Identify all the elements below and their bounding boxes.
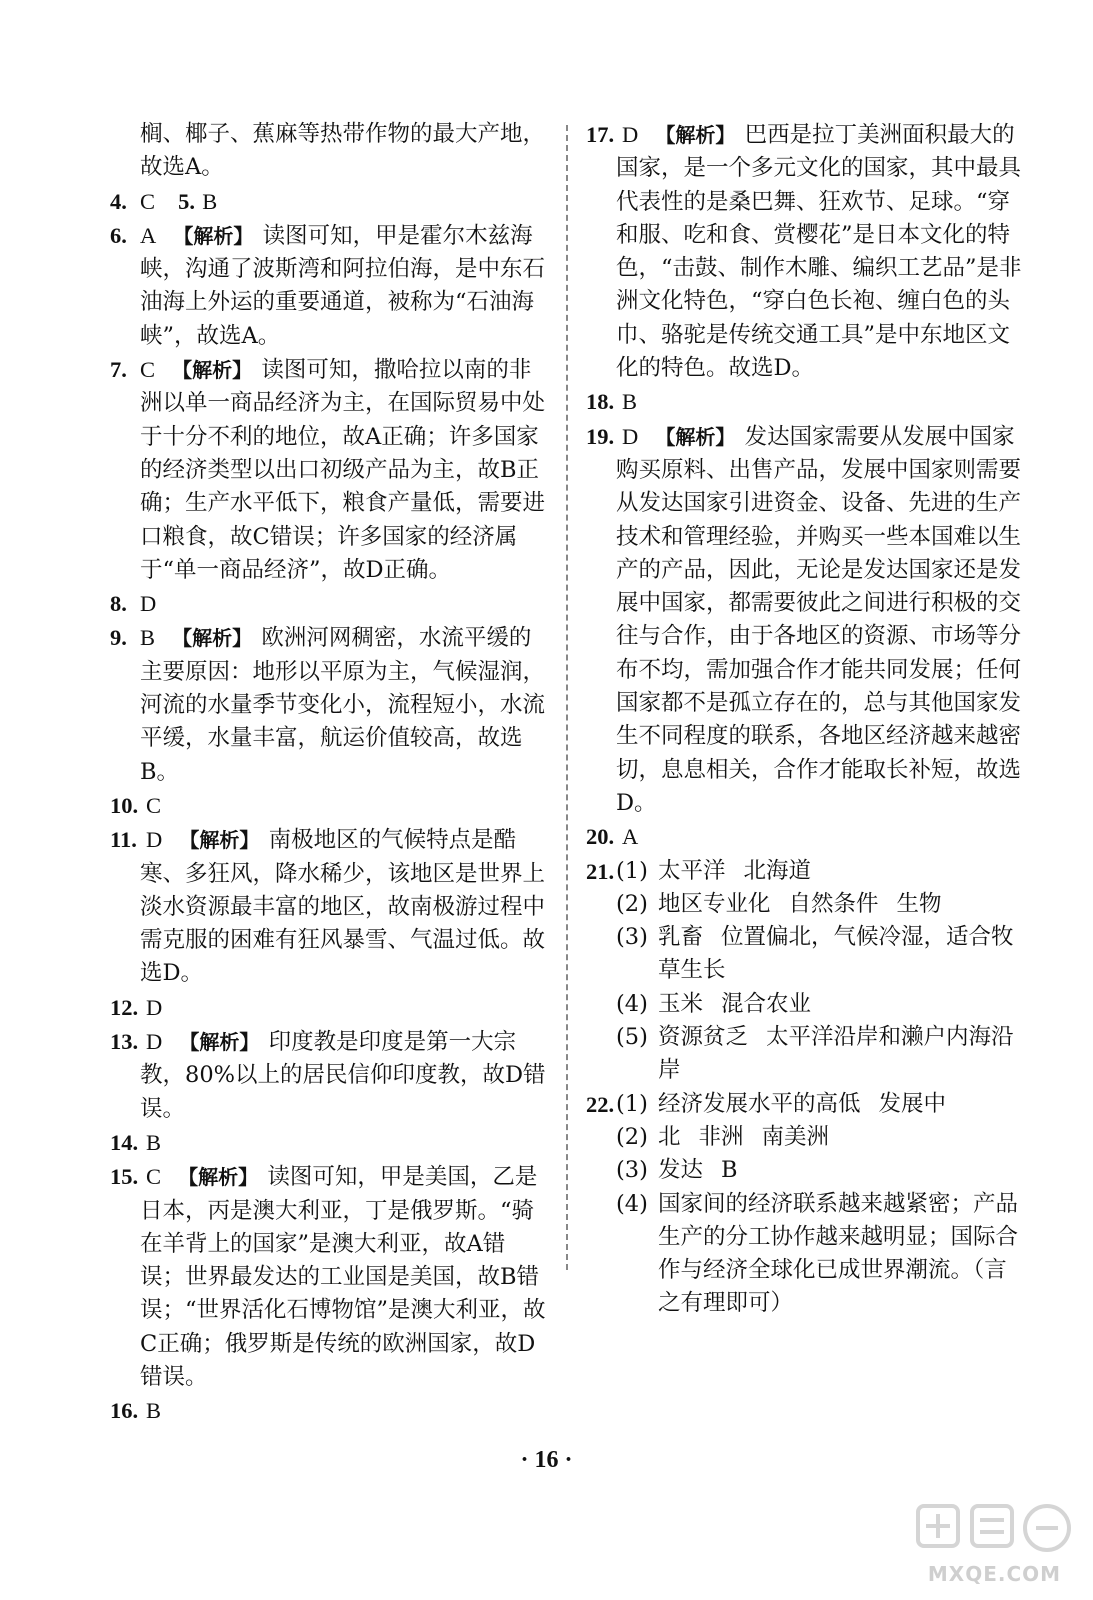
- answer-entry-7: [110, 353, 550, 587]
- left-column: [110, 118, 550, 1429]
- answer-entry-9: [110, 621, 550, 788]
- answer-entry-18: [586, 385, 1026, 419]
- question-number: 4.: [110, 188, 127, 214]
- answer-entry-3-continued: [110, 118, 550, 185]
- analysis-text: 印度教是印度是第一大宗教，80%以上的居民信仰印度教，故D错误。: [140, 1029, 546, 1122]
- answer-entry-15: [110, 1160, 550, 1394]
- sub-answer: [616, 855, 1026, 888]
- analysis-text: 南极地区的气候特点是酷寒、多狂风，降水稀少，该地区是世界上淡水资源最丰富的地区，故南极游过程中需克服的困难有狂风暴雪、气温过低。故选D。: [140, 827, 546, 987]
- question-number: 15.: [110, 1164, 139, 1190]
- sub-answer-note: （言之有理即可）: [658, 1257, 1007, 1317]
- analysis-text: 巴西是拉丁美洲面积最大的国家，是一个多元文化的国家，其中最具代表性的是桑巴舞、狂欢节、足球。“穿和服、吃和食、赏樱花”是日本文化的特色，“击鼓、制作木雕、编织工艺品”是非洲文化特色，“穿白色长袍、缠白色的头巾、骆驼是传统交通工具”是中东地区文化的特色。故选D。: [616, 122, 1022, 382]
- answer-entry-4-5: [110, 185, 550, 219]
- analysis-tag: 【解析】: [655, 123, 736, 147]
- sub-answer-part: 混合农业: [721, 990, 812, 1017]
- sub-answer: [616, 988, 1026, 1021]
- question-number: 12.: [110, 994, 139, 1020]
- answer-letter: D: [146, 1029, 163, 1055]
- right-column: [586, 118, 1026, 1321]
- question-number: 22.: [586, 1091, 615, 1117]
- sub-answer: [616, 888, 1026, 921]
- column-divider: [566, 125, 568, 1270]
- question-number: 6.: [110, 222, 127, 248]
- sub-answer-part: 发达: [658, 1157, 704, 1184]
- answer-entry-16: [110, 1394, 550, 1428]
- analysis-tag: 【解析】: [179, 828, 260, 853]
- answer-letter: C: [146, 1164, 162, 1190]
- answer-entry-13: [110, 1025, 550, 1126]
- answer-letter: B: [146, 1129, 162, 1155]
- question-number: 16.: [110, 1398, 139, 1424]
- question-number: 13.: [110, 1029, 139, 1055]
- page-number: · 16 ·: [520, 1447, 573, 1473]
- question-number: 19.: [586, 423, 615, 449]
- sub-number: (2): [616, 890, 648, 917]
- analysis-tag: 【解析】: [172, 626, 253, 651]
- answer-letter: B: [146, 1398, 162, 1424]
- question-number: 10.: [110, 792, 139, 818]
- sub-number: (4): [616, 990, 648, 1017]
- answer-letter: C: [140, 188, 156, 214]
- sub-number: (1): [616, 1090, 648, 1117]
- answer-entry-11: [110, 823, 550, 990]
- question-number: 8.: [110, 591, 127, 617]
- answer-letter: D: [622, 122, 639, 147]
- answer-entry-14: [110, 1126, 550, 1160]
- sub-answer-part: 地区专业化: [658, 890, 771, 917]
- sub-answer: [616, 1154, 1026, 1187]
- analysis-text: 读图可知，甲是霍尔木兹海峡，沟通了波斯湾和阿拉伯海，是中东石油海上外运的重要通道，被称为“石油海峡”，故选A。: [140, 222, 546, 349]
- analysis-text: 发达国家需要从发展中国家购买原料、出售产品，发展中国家则需要从发达国家引进资金、设备、先进的生产技术和管理经验，并购买一些本国难以生产的产品，因此，无论是发达国家还是发展中国家，都需要彼此之间进行积极的交往与合作，由于各地区的资源、市场等分布不均，需加强合作才能共同发展；任何国家都不是孤立存在的，总与其他国家发生不同程度的联系，各地区经济越来越密切，息息相关，合作才能取长补短，故选D。: [616, 423, 1022, 816]
- sub-answer-part: 乳畜: [658, 924, 704, 951]
- question-number: 20.: [586, 824, 615, 850]
- answer-letter: A: [622, 824, 639, 850]
- entry-text: 榈、椰子、蕉麻等热带作物的最大产地，故选A。: [140, 121, 546, 181]
- answer-letter: B: [622, 389, 638, 415]
- answer-entry-17: [586, 118, 1026, 385]
- answer-letter: B: [202, 188, 218, 214]
- sub-answer-part: 太平洋: [658, 857, 726, 884]
- sub-answer: [616, 1188, 1026, 1321]
- sub-number: (4): [616, 1190, 648, 1217]
- sub-answer-part: 北: [658, 1123, 681, 1150]
- sub-answer-part: 玉米: [658, 990, 704, 1017]
- answer-entry-8: [110, 587, 550, 621]
- sub-answer-part: 生物: [896, 890, 942, 917]
- analysis-text: 读图可知，撒哈拉以南的非洲以单一商品经济为主，在国际贸易中处于十分不利的地位，故A正确；许多国家的经济类型以出口初级产品为主，故B正确；生产水平低下，粮食产量低，需要进口粮食，故C错误；许多国家的经济属于“单一商品经济”，故D正确。: [140, 357, 546, 583]
- sub-answer: [616, 921, 1026, 988]
- analysis-tag: 【解析】: [172, 358, 253, 383]
- sub-answer-part: 自然条件: [788, 890, 879, 917]
- question-number: 14.: [110, 1129, 139, 1155]
- answer-entry-6: [110, 219, 550, 353]
- question-number: 18.: [586, 389, 615, 415]
- sub-answer-part: 位置偏北，气候冷湿，适合牧草生长: [658, 924, 1014, 984]
- question-number: 9.: [110, 625, 127, 651]
- sub-answer-part: 国家间的经济联系越来越紧密；产品生产的分工协作越来越明显；国际合作与经济全球化已成世界潮流。: [658, 1190, 1019, 1284]
- question-number: 17.: [586, 122, 615, 147]
- answer-letter: B: [140, 625, 156, 651]
- answer-letter: C: [146, 792, 162, 818]
- answer-entry-20: [586, 820, 1026, 854]
- analysis-tag: 【解析】: [655, 424, 736, 449]
- answer-letter: D: [146, 827, 163, 853]
- sub-number: (2): [616, 1123, 648, 1150]
- question-number: 21.: [586, 858, 615, 884]
- sub-answer-part: 发展中: [878, 1090, 947, 1117]
- sub-answer-part: 南美洲: [761, 1123, 830, 1150]
- question-number: 5.: [178, 188, 196, 214]
- sub-answer-part: 资源贫乏: [658, 1024, 749, 1051]
- answer-entry-19: [586, 420, 1026, 821]
- sub-answer-part: B: [721, 1157, 738, 1184]
- sub-number: (3): [616, 924, 648, 951]
- sub-answer: [616, 1088, 1026, 1121]
- answer-letter: C: [140, 357, 156, 383]
- answer-entry-21: [586, 855, 1026, 1088]
- answer-entry-10: [110, 789, 550, 823]
- analysis-tag: 【解析】: [173, 223, 254, 248]
- sub-answer-part: 太平洋沿岸和濑户内海沿岸: [658, 1024, 1014, 1084]
- watermark-logo: [912, 1500, 1077, 1590]
- answer-entry-22: [586, 1088, 1026, 1321]
- sub-answer: [616, 1121, 1026, 1154]
- answer-letter: D: [146, 994, 163, 1020]
- answer-entry-12: [110, 991, 550, 1025]
- question-number: 11.: [110, 827, 137, 853]
- analysis-text: 读图可知，甲是美国，乙是日本，丙是澳大利亚，丁是俄罗斯。“骑在羊背上的国家”是澳大利亚，故A错误；世界最发达的工业国是美国，故B错误；“世界活化石博物馆”是澳大利亚，故C正确；俄罗斯是传统的欧洲国家，故D错误。: [140, 1164, 546, 1390]
- sub-number: (5): [616, 1024, 648, 1051]
- sub-number: (3): [616, 1157, 648, 1184]
- question-number: 7.: [110, 357, 127, 383]
- analysis-tag: 【解析】: [178, 1165, 259, 1190]
- answer-letter: A: [140, 222, 157, 248]
- sub-number: (1): [616, 857, 648, 884]
- answer-letter: D: [140, 591, 157, 617]
- sub-answer-part: 北海道: [743, 857, 812, 884]
- sub-answer: [616, 1021, 1026, 1088]
- analysis-text: 欧洲河网稠密，水流平缓的主要原因：地形以平原为主，气候湿润，河流的水量季节变化小，流程短小，水流平缓，水量丰富，航运价值较高，故选B。: [140, 625, 546, 785]
- watermark-text: MXQE.COM: [927, 1562, 1062, 1586]
- analysis-tag: 【解析】: [179, 1030, 260, 1055]
- watermark-stamp-icon: [912, 1500, 1077, 1570]
- sub-answer-part: 非洲: [698, 1123, 744, 1150]
- answer-letter: D: [622, 423, 639, 449]
- sub-answer-part: 经济发展水平的高低: [658, 1090, 861, 1117]
